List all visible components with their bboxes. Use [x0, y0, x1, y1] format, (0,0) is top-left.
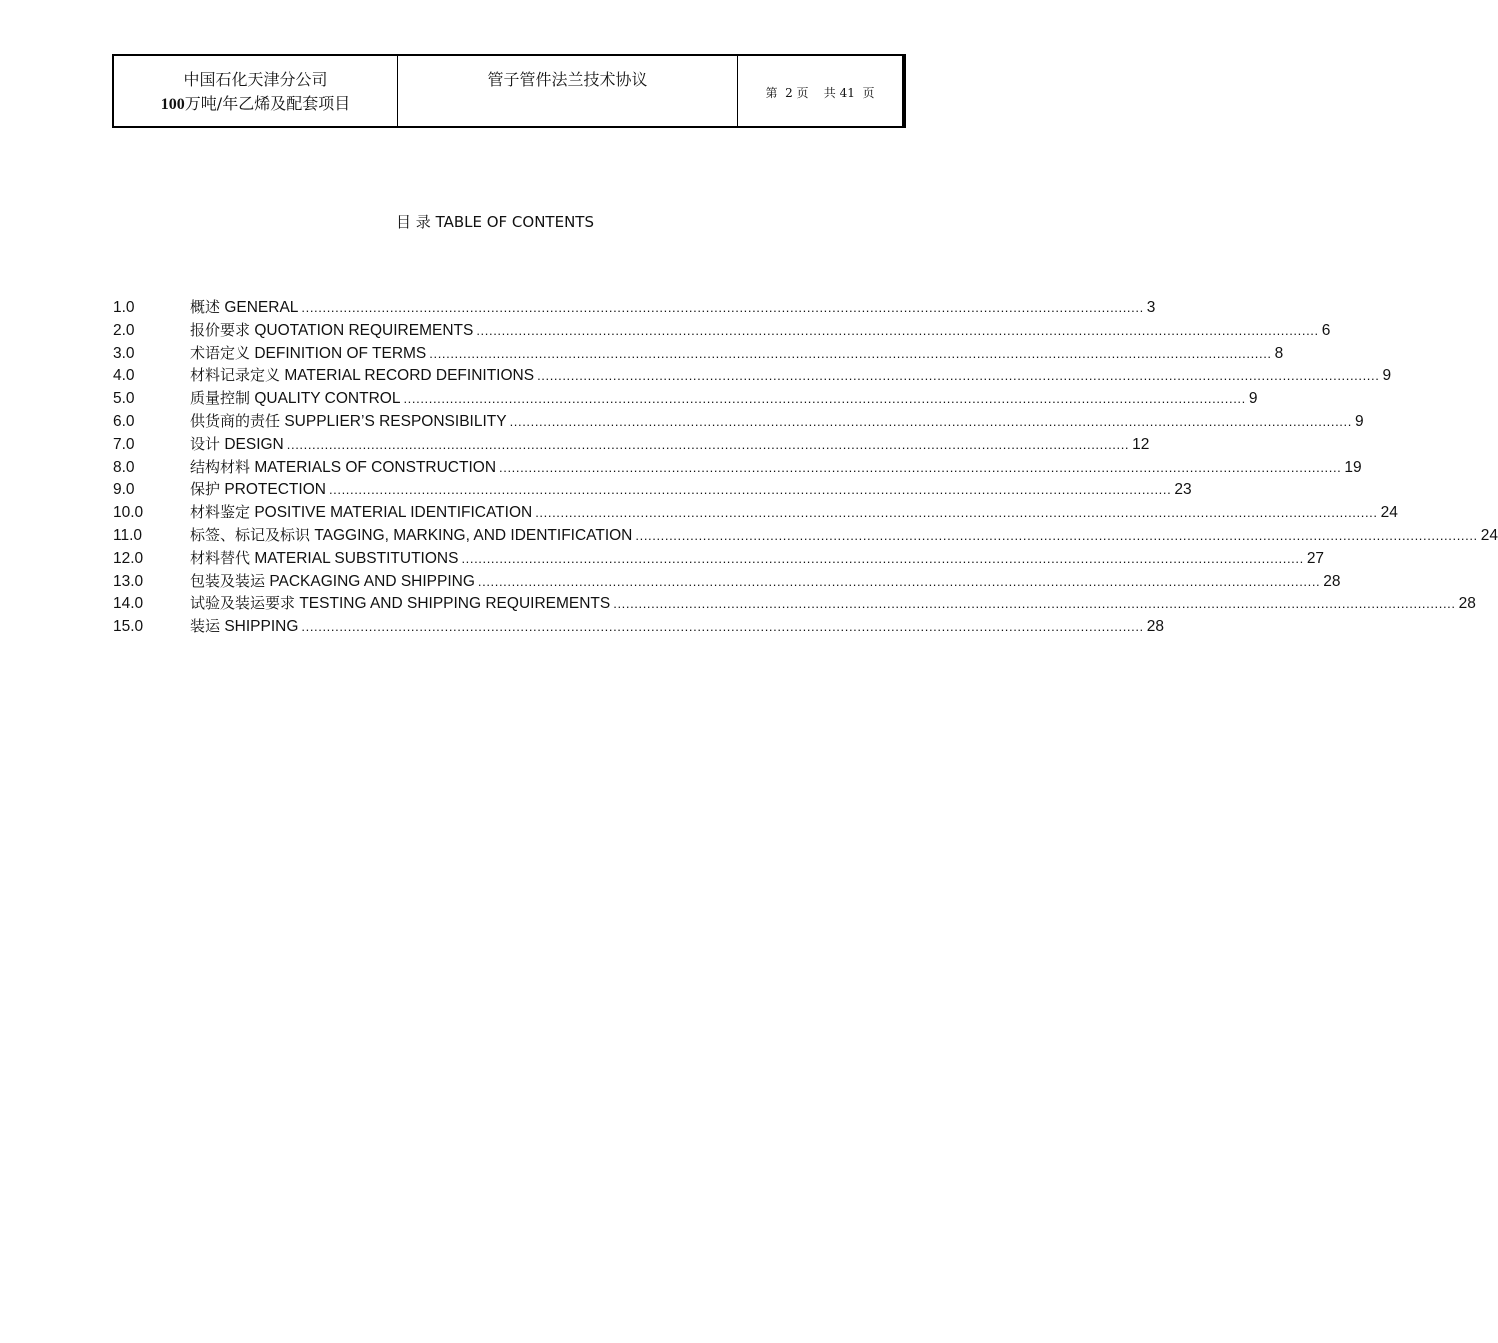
toc-dot-leader: ........................................................................................................................................................................................................	[613, 596, 1456, 612]
toc-entry-page: 9	[1354, 412, 1364, 430]
toc-entry-number: 12.0	[113, 549, 144, 567]
toc-entry-title-en: SUPPLIER’S RESPONSIBILITY	[284, 412, 507, 430]
toc-entry-number: 14.0	[113, 595, 144, 613]
toc-entry-title	[190, 296, 298, 320]
toc-entry-number: 6.0	[113, 412, 135, 430]
toc-entry-title	[190, 592, 610, 616]
toc-entry[interactable]	[113, 456, 1362, 479]
toc-dot-leader: ........................................................................................................................................................................................................	[476, 322, 1319, 338]
toc-entry-page: 8	[1274, 344, 1284, 362]
toc-entry-title	[190, 547, 458, 571]
toc-entry-title-en: MATERIAL SUBSTITUTIONS	[254, 549, 459, 567]
toc-entry[interactable]	[113, 547, 1325, 570]
toc-entry-title-cn: 质量控制	[190, 389, 251, 408]
toc-entry-title-en: TESTING AND SHIPPING REQUIREMENTS	[299, 595, 611, 613]
toc-entry-page: 12	[1132, 435, 1150, 453]
toc-entry-title-en: DEFINITION OF TERMS	[254, 344, 427, 362]
toc-entry-title-en: PACKAGING AND SHIPPING	[269, 572, 475, 590]
toc-entry[interactable]	[113, 501, 1398, 524]
toc-entry-page: 19	[1344, 458, 1362, 476]
toc-entry-number: 10.0	[113, 504, 144, 522]
toc-entry-title-cn: 材料替代	[190, 548, 251, 567]
toc-entry-title-cn: 概述	[190, 298, 221, 316]
header-company-cell	[114, 56, 398, 126]
toc-entry-title	[190, 456, 496, 480]
toc-dot-leader: ........................................................................................................................................................................................................	[635, 527, 1478, 543]
toc-entry-title	[190, 478, 326, 502]
toc-dot-leader: ........................................................................................................................................................................................................	[509, 413, 1352, 429]
toc-entry-number: 2.0	[113, 321, 135, 339]
toc-entry-title-en: TAGGING, MARKING, AND IDENTIFICATION	[314, 526, 633, 544]
toc-entry-page: 28	[1458, 595, 1476, 613]
toc-entry[interactable]	[113, 615, 1165, 638]
toc-entry-title-en: MATERIALS OF CONSTRUCTION	[254, 458, 497, 476]
toc-entry[interactable]	[113, 570, 1341, 593]
toc-entry-number: 7.0	[113, 435, 135, 453]
toc-entry-title-cn: 试验及装运要求	[190, 594, 296, 613]
toc-entry-page: 9	[1382, 367, 1392, 385]
toc-entry-number: 8.0	[113, 458, 135, 476]
toc-entry-title	[190, 319, 473, 343]
toc-entry-number: 5.0	[113, 390, 135, 408]
toc-entry-page: 6	[1321, 321, 1331, 339]
project-name	[114, 92, 397, 117]
header-page-cell	[738, 56, 902, 126]
toc-heading: 目 录 TABLE OF CONTENTS	[396, 213, 594, 231]
toc-dot-leader: ........................................................................................................................................................................................................	[477, 573, 1321, 589]
toc-entry-title-cn: 结构材料	[190, 457, 251, 476]
toc-entry[interactable]	[113, 296, 1156, 319]
toc-entry-title-cn: 设计	[190, 434, 221, 453]
toc-entry-title-cn: 供货商的责任	[190, 411, 281, 430]
toc-entry-title-cn: 报价要求	[190, 320, 251, 339]
toc-entry-title-en: POSITIVE MATERIAL IDENTIFICATION	[254, 504, 533, 522]
toc-entry-page: 9	[1248, 390, 1258, 408]
project-capacity: 100	[160, 96, 185, 113]
table-of-contents	[113, 296, 1498, 638]
toc-entry-number: 13.0	[113, 572, 144, 590]
toc-dot-leader: ........................................................................................................................................................................................................	[301, 619, 1144, 635]
toc-entry-title-cn: 包装及装运	[190, 571, 266, 590]
toc-entry-number: 1.0	[113, 299, 135, 316]
toc-entry[interactable]	[113, 387, 1258, 410]
toc-entry-title-cn: 材料鉴定	[190, 503, 251, 522]
toc-entry-title-en: QUALITY CONTROL	[254, 390, 401, 408]
toc-entry[interactable]	[113, 364, 1392, 387]
project-name-rest: 万吨/年乙烯及配套项目	[184, 94, 351, 113]
toc-entry[interactable]	[113, 342, 1284, 365]
toc-entry-number: 11.0	[113, 526, 143, 544]
toc-dot-leader: ........................................................................................................................................................................................................	[286, 436, 1130, 452]
document-title: 管子管件法兰技术协议	[487, 70, 648, 89]
toc-entry-title	[190, 524, 632, 548]
toc-entry[interactable]	[113, 478, 1192, 501]
toc-entry-number: 3.0	[113, 344, 135, 362]
company-name: 中国石化天津分公司	[183, 70, 328, 89]
toc-dot-leader: ........................................................................................................................................................................................................	[429, 345, 1272, 361]
toc-entry-title-en: GENERAL	[224, 299, 299, 316]
toc-entry-page: 28	[1323, 572, 1341, 590]
toc-entry-title-en: MATERIAL RECORD DEFINITIONS	[284, 367, 535, 385]
toc-entry-page: 24	[1380, 504, 1398, 522]
toc-dot-leader: ........................................................................................................................................................................................................	[537, 368, 1380, 384]
toc-entry-title	[190, 364, 534, 388]
toc-entry-title	[190, 410, 507, 434]
toc-dot-leader: ........................................................................................................................................................................................................	[403, 391, 1246, 407]
toc-entry-title-en: PROTECTION	[224, 481, 326, 499]
toc-entry-title	[190, 342, 426, 366]
toc-entry-page: 3	[1146, 299, 1156, 316]
toc-dot-leader: ........................................................................................................................................................................................................	[328, 482, 1172, 498]
toc-dot-leader: ........................................................................................................................................................................................................	[301, 300, 1144, 315]
toc-entry-number: 4.0	[113, 367, 135, 385]
toc-entry-title	[190, 387, 400, 411]
header-title-cell	[398, 56, 738, 126]
toc-entry-title-cn: 保护	[190, 480, 221, 499]
toc-entry-page: 24	[1480, 526, 1498, 544]
toc-entry-title-cn: 装运	[190, 617, 221, 636]
toc-entry-page: 23	[1174, 481, 1192, 499]
toc-entry-title	[190, 615, 298, 639]
toc-entry[interactable]	[113, 524, 1498, 547]
toc-entry-title-en: DESIGN	[224, 435, 284, 453]
toc-entry[interactable]	[113, 592, 1476, 615]
toc-entry[interactable]	[113, 410, 1364, 433]
toc-entry-title	[190, 570, 475, 594]
toc-dot-leader: ........................................................................................................................................................................................................	[535, 505, 1378, 521]
toc-entry-title-cn: 术语定义	[190, 343, 251, 362]
toc-entry-title-en: SHIPPING	[224, 618, 299, 636]
toc-entry-title	[190, 433, 284, 457]
toc-entry-title-cn: 标签、标记及标识	[190, 525, 311, 544]
toc-entry-title-en: QUOTATION REQUIREMENTS	[254, 321, 474, 339]
toc-entry-title-cn: 材料记录定义	[190, 366, 281, 385]
toc-dot-leader: ........................................................................................................................................................................................................	[499, 459, 1342, 475]
document-header-table	[112, 54, 906, 128]
page-number-info: 第 2 页 共 41 页	[765, 85, 875, 100]
toc-entry[interactable]	[113, 433, 1150, 456]
toc-entry-title	[190, 501, 532, 525]
toc-entry[interactable]	[113, 319, 1331, 342]
toc-entry-page: 27	[1306, 549, 1325, 567]
toc-dot-leader: ........................................................................................................................................................................................................	[461, 550, 1304, 566]
toc-entry-number: 9.0	[113, 481, 135, 499]
toc-entry-page: 28	[1146, 618, 1165, 636]
toc-entry-number: 15.0	[113, 618, 144, 636]
